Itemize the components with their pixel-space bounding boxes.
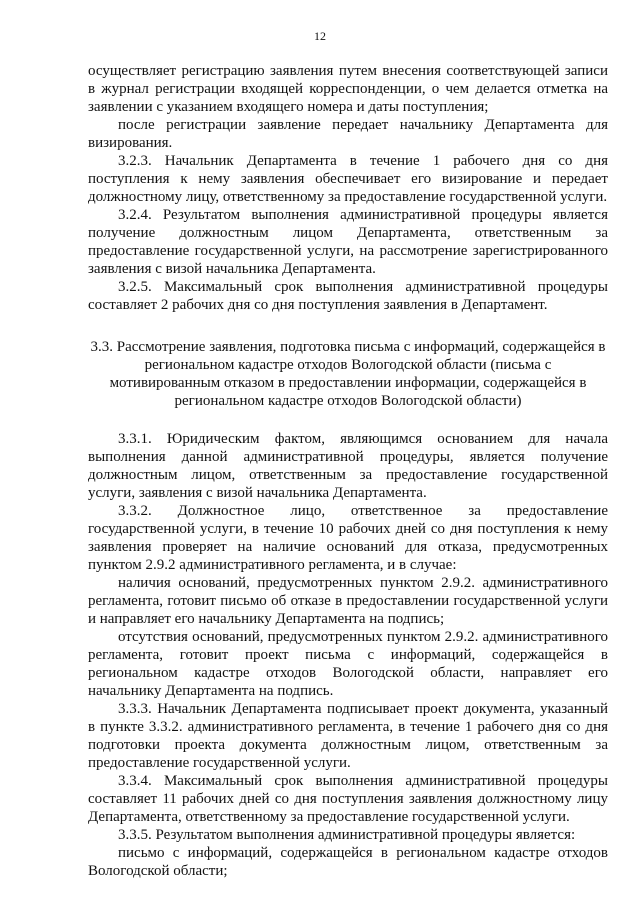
paragraph: наличия оснований, предусмотренных пунктом 2.9.2. административного регламента, готовит письмо об отказе в предоставлении государственной услуги и направляет его начальнику Департамента на подпись; xyxy=(88,575,608,627)
paragraph: осуществляет регистрацию заявления путем внесения соответствующей записи в журнал регистрации входящей корреспонденции, о чем делается отметка на заявлении с указанием входящего номера и даты поступления; xyxy=(88,63,608,115)
paragraph: 3.2.4. Результатом выполнения административной процедуры является получение должностным лицом Департамента, ответственным за предоставление государственной услуги, на рассмотрение зарегистрированного заявления с визой начальника Департамента. xyxy=(88,207,608,277)
paragraph: 3.2.3. Начальник Департамента в течение 1 рабочего дня со дня поступления к нему заявления обеспечивает его визирование и передает должностному лицу, ответственному за предоставление государственной услуги. xyxy=(88,153,608,205)
paragraph: 3.3.3. Начальник Департамента подписывает проект документа, указанный в пункте 3.3.2. административного регламента, в течение 1 рабочего дня со дня подготовки проекта документа должностным лицом, ответственным за предоставление государственной услуги. xyxy=(88,701,608,771)
paragraph: после регистрации заявление передает начальнику Департамента для визирования. xyxy=(88,117,608,151)
paragraph: письмо с информаций, содержащейся в региональном кадастре отходов Вологодской области; xyxy=(88,845,608,879)
page-number: 12 xyxy=(314,29,326,43)
paragraph: 3.2.5. Максимальный срок выполнения административной процедуры составляет 2 рабочих дня со дня поступления заявления в Департамент. xyxy=(88,279,608,313)
paragraph: отсутствия оснований, предусмотренных пунктом 2.9.2. административного регламента, готовит проект письма с информаций, содержащейся в региональном кадастре отходов Вологодской области, направляет его начальнику Департамента на подпись. xyxy=(88,629,608,699)
paragraph: 3.3.1. Юридическим фактом, являющимся основанием для начала выполнения данной административной процедуры, является получение должностным лицом, ответственным за предоставление государственной услуги, заявления с визой начальника Департамента. xyxy=(88,431,608,501)
paragraph: 3.3.2. Должностное лицо, ответственное за предоставление государственной услуги, в течение 10 рабочих дней со дня поступления к нему заявления проверяет на наличие оснований для отказа, предусмотренных пунктом 2.9.2 административного регламента, и в случае: xyxy=(88,503,608,573)
section-heading: 3.3. Рассмотрение заявления, подготовка письма с информаций, содержащейся в региональном кадастре отходов Вологодской области (письма с мотивированным отказом в предоставлении информации, содержащейся в региональном кадастре отходов Вологодской области) xyxy=(90,339,606,409)
paragraph: 3.3.5. Результатом выполнения административной процедуры является: xyxy=(118,827,576,843)
document-body xyxy=(88,62,608,880)
paragraph: 3.3.4. Максимальный срок выполнения административной процедуры составляет 11 рабочих дней со дня поступления заявления должностному лицу Департамента, ответственному за предоставление государственной услуги. xyxy=(88,773,608,825)
